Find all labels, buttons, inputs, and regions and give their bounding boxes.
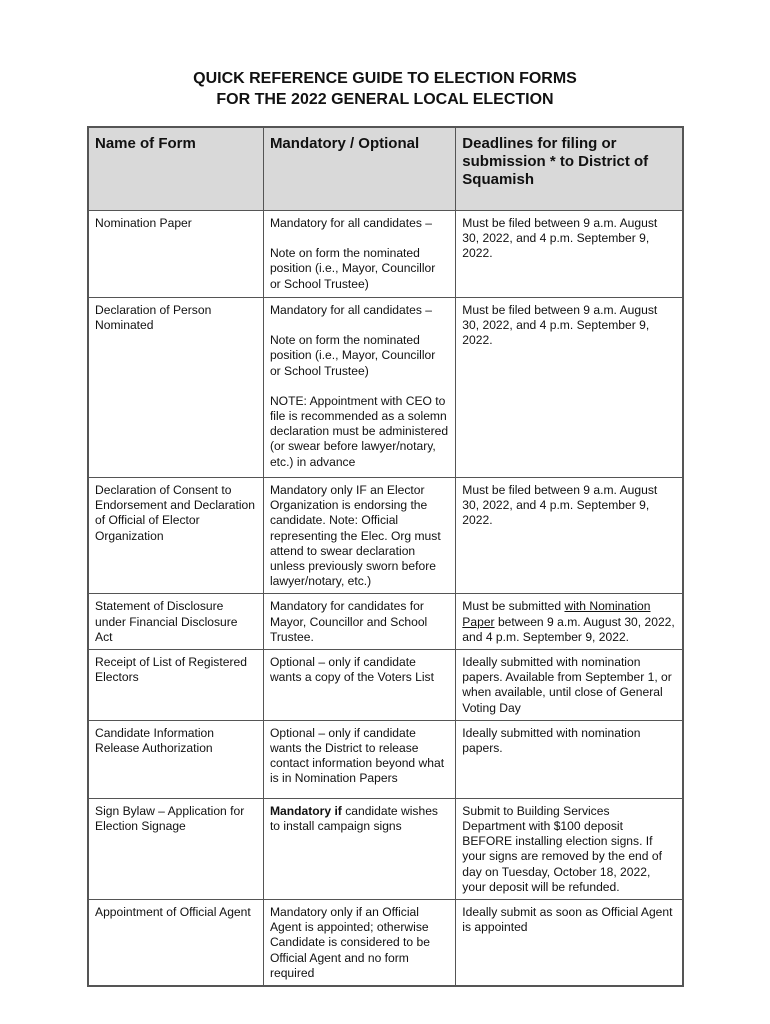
mandatory-text: Mandatory for all candidates –: [269, 303, 432, 317]
form-name-cell: Appointment of Official Agent: [88, 900, 263, 987]
form-name-cell: Declaration of Person Nominated: [88, 298, 263, 478]
table-row: [88, 650, 683, 721]
form-name-cell: Statement of Disclosure under Financial Disclosure Act: [88, 594, 263, 650]
mandatory-note-2: NOTE: Appointment with CEO to file is recommended as a solemn declaration must be administered (or swear before lawyer/notary, etc.) in advance: [269, 393, 449, 469]
mandatory-cell: Optional – only if candidate wants the District to release contact information beyond what is in Nomination Papers: [263, 720, 455, 798]
mandatory-cell: Mandatory only IF an Elector Organization is endorsing the candidate. Note: Official representing the Elec. Org must attend to swear declaration unless previously sworn before lawyer/notary, etc.): [263, 478, 455, 594]
election-forms-table: [87, 126, 684, 987]
mandatory-bold-text: Mandatory if: [269, 803, 342, 818]
deadline-cell: [456, 594, 683, 650]
mandatory-text: Mandatory for all candidates –: [269, 216, 432, 230]
deadline-cell: Submit to Building Services Department with $100 deposit BEFORE installing election signs. If your signs are removed by the end of day on Tuesday, October 18, 2022, your deposit will be refunded.: [456, 798, 683, 899]
deadline-cell: Must be filed between 9 a.m. August 30, 2022, and 4 p.m. September 9, 2022.: [456, 298, 683, 478]
deadline-text-pre: Must be submitted: [462, 599, 565, 614]
mandatory-cell: [263, 211, 455, 298]
table-row: [88, 594, 683, 650]
form-name-cell: Sign Bylaw – Application for Election Signage: [88, 798, 263, 899]
header-deadlines: Deadlines for filing or submission * to District of Squamish: [456, 127, 683, 211]
mandatory-cell: Optional – only if candidate wants a copy of the Voters List: [263, 650, 455, 721]
deadline-cell: Must be filed between 9 a.m. August 30, 2022, and 4 p.m. September 9, 2022.: [456, 478, 683, 594]
mandatory-text: candidate wishes to install campaign signs: [269, 803, 438, 834]
table-row: [88, 900, 683, 987]
header-mandatory-optional: Mandatory / Optional: [263, 127, 455, 211]
title-line-1: QUICK REFERENCE GUIDE TO ELECTION FORMS: [193, 70, 577, 87]
form-name-cell: Candidate Information Release Authorization: [88, 720, 263, 798]
deadline-cell: Must be filed between 9 a.m. August 30, 2022, and 4 p.m. September 9, 2022.: [456, 211, 683, 298]
form-name-cell: Declaration of Consent to Endorsement and Declaration of Official of Elector Organization: [88, 478, 263, 594]
deadline-cell: Ideally submitted with nomination papers. Available from September 1, or when available, until close of General Voting Day: [456, 650, 683, 721]
table-row: [88, 478, 683, 594]
header-name-of-form: Name of Form: [88, 127, 263, 211]
table-row: [88, 211, 683, 298]
form-name-cell: Receipt of List of Registered Electors: [88, 650, 263, 721]
mandatory-cell: Mandatory only if an Official Agent is appointed; otherwise Candidate is considered to be Official Agent and no form required: [263, 900, 455, 987]
table-row: [88, 298, 683, 478]
title-line-2: FOR THE 2022 GENERAL LOCAL ELECTION: [216, 91, 554, 108]
table-row: [88, 798, 683, 899]
mandatory-cell: Mandatory for candidates for Mayor, Councillor and School Trustee.: [263, 594, 455, 650]
table-row: [88, 720, 683, 798]
table-header-row: [88, 127, 683, 211]
mandatory-cell: [263, 798, 455, 899]
mandatory-cell: [263, 298, 455, 478]
deadline-cell: Ideally submitted with nomination papers.: [456, 720, 683, 798]
deadline-cell: Ideally submit as soon as Official Agent is appointed: [456, 900, 683, 987]
mandatory-note: Note on form the nominated position (i.e., Mayor, Councillor or School Trustee): [269, 246, 436, 291]
form-name-cell: Nomination Paper: [88, 211, 263, 298]
deadline-text-post: between 9 a.m. August 30, 2022, and 4 p.m. September 9, 2022.: [462, 614, 675, 644]
mandatory-note: Note on form the nominated position (i.e., Mayor, Councillor or School Trustee): [269, 333, 436, 378]
page-title: [0, 68, 770, 110]
deadline-underlined-text: with Nomination Paper: [462, 599, 651, 629]
